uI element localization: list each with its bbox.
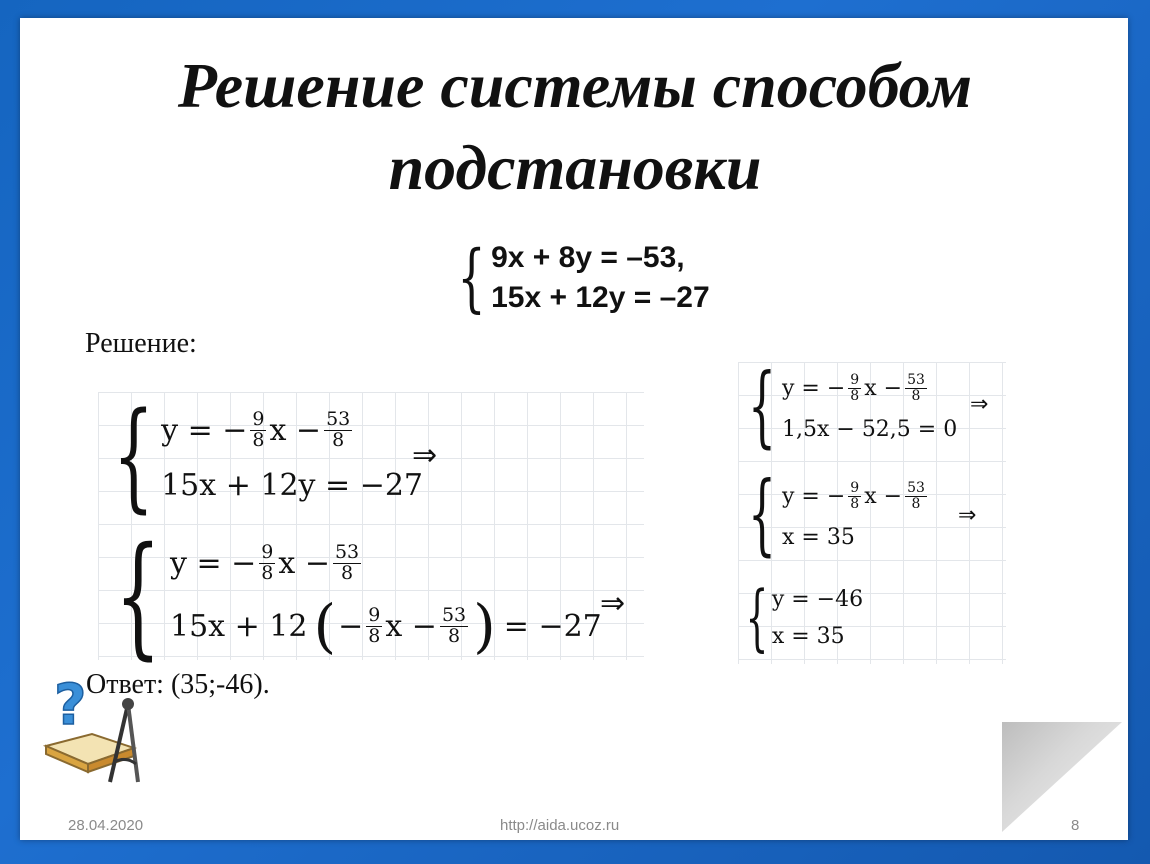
step2-frac4-den: 8 [447,624,461,647]
step3-frac1-den: 8 [850,387,860,404]
title-line-1: Решение системы способом [177,50,973,121]
step4-eq-1 [782,473,930,519]
step2-eq1-lhs: y = − [169,545,257,581]
footer-page-number: 8 [1071,817,1080,834]
footer-date: 28.04.2020 [68,817,144,834]
step2-frac-2 [333,540,361,584]
step1-system [96,386,424,524]
step2-frac3-num: 9 [368,603,381,626]
step4-frac1-num: 9 [850,479,860,496]
step2-eq2-end: = −27 [503,608,602,644]
step2-eq2-minus: − [338,608,364,644]
step1-frac2-num: 53 [326,407,351,430]
step1-eq1-mid: x − [269,412,322,448]
step2-frac3-den: 8 [368,624,381,647]
step4-frac-1 [848,481,861,511]
given-eq-2: 15x + 12y = –27 [491,281,710,314]
step3-frac-2 [905,373,927,403]
footer-url[interactable]: http://aida.ucoz.ru [500,817,620,834]
step4-eq1-lhs: y = − [782,483,846,509]
step5-eq-1: y = −46 [771,586,864,612]
step2-frac-4 [440,603,468,647]
step4-frac2-den: 8 [911,495,921,512]
step3-arrow: ⇒ [970,392,989,417]
step2-frac1-num: 9 [261,540,274,563]
step3-eq1-mid: x − [864,375,903,401]
step2-eq-1 [170,533,602,593]
step4-frac-2 [905,481,927,511]
step1-frac2-den: 8 [332,428,345,451]
step1-eq1-lhs: y = − [161,412,248,448]
step3-eq1-lhs: y = − [782,375,846,401]
step2-frac1-den: 8 [261,561,274,584]
step1-frac1-den: 8 [252,428,265,451]
step2-frac2-den: 8 [341,561,354,584]
step4-eq1-mid: x − [864,483,903,509]
step2-frac-1 [259,540,275,584]
step1-eq-1 [161,400,423,460]
step4-frac2-num: 53 [907,479,925,496]
step2-frac-3 [366,603,382,647]
solution-label: Решение: [85,328,197,359]
step2-eq2-mid: x − [385,608,437,644]
given-brace: { [457,235,486,321]
given-eq-1: 9x + 8y = –53, [491,241,685,274]
step4-brace: { [748,462,776,565]
step2-eq1-mid: x − [278,545,330,581]
step4-eq-2: x = 35 [782,524,855,550]
step3-brace: { [748,354,776,457]
step3-frac2-den: 8 [911,387,921,404]
step5-system [734,575,864,659]
step2-paren-left: ( [313,592,337,660]
step4-system [734,462,930,565]
page-curl [1002,722,1122,832]
step5-brace: { [745,575,769,659]
step3-frac1-num: 9 [850,371,860,388]
step2-eq-2 [170,593,602,659]
step2-paren-right: ) [473,592,496,660]
step2-arrow: ⇒ [600,586,626,621]
step4-frac1-den: 8 [850,495,860,512]
step2-frac2-num: 53 [334,540,360,563]
title-line-2: подстановки [388,132,762,203]
step1-frac-2 [324,407,352,451]
step1-brace: { [112,386,155,524]
answer-text: Ответ: (35;-46). [86,669,270,700]
step2-brace: { [114,519,162,673]
step3-frac2-num: 53 [907,371,925,388]
step3-eq-1 [782,365,957,411]
step1-arrow: ⇒ [412,438,438,473]
step4-arrow: ⇒ [958,503,977,528]
step1-eq-2: 15x + 12y = −27 [161,467,424,503]
step1-frac1-num: 9 [252,407,265,430]
step3-eq-2: 1,5x − 52,5 = 0 [782,416,958,442]
step5-eq-2: x = 35 [771,623,845,649]
step3-frac-1 [848,373,861,403]
svg-text:?: ? [54,673,87,738]
step2-system [96,519,602,673]
step1-frac-1 [250,407,266,451]
step2-eq2-a: 15x + 12 [169,608,308,644]
step2-frac4-num: 53 [441,603,467,626]
slide-title [0,45,1150,209]
step3-system [734,354,958,457]
given-system [448,235,710,321]
